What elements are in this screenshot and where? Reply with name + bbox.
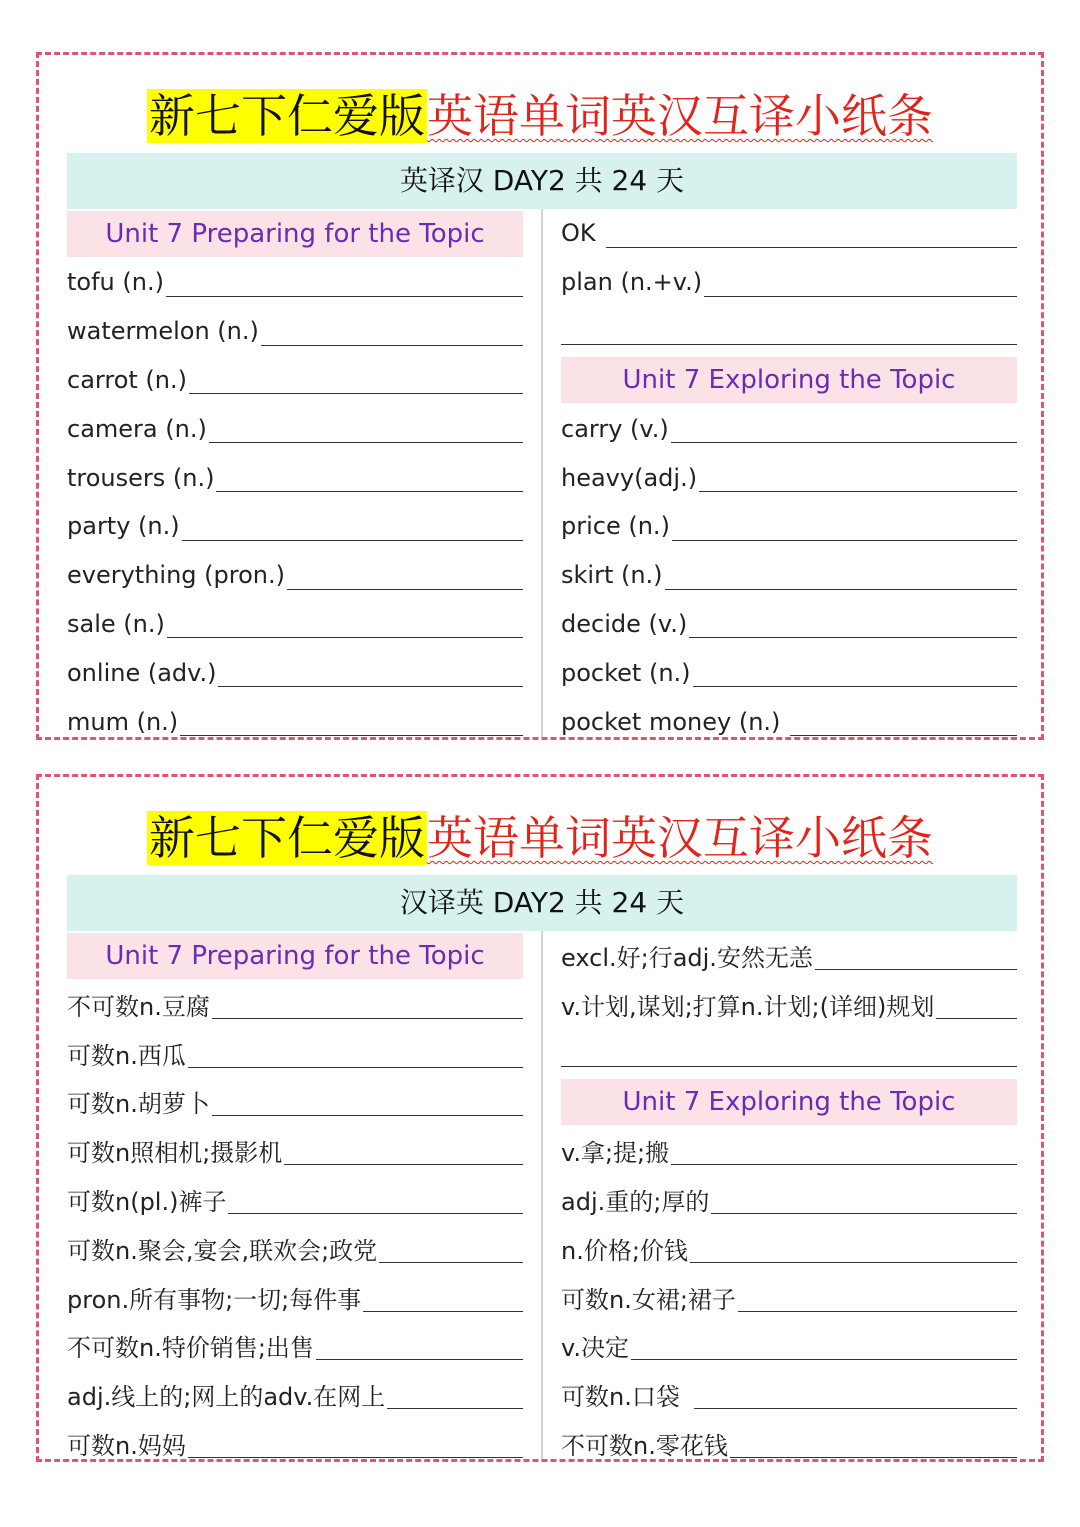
word-label: OK [561, 219, 596, 248]
word-label: v.拿;提;搬 [561, 1139, 670, 1168]
answer-line[interactable] [188, 1457, 523, 1458]
word-label: plan (n.+v.) [561, 268, 703, 297]
answer-line[interactable] [730, 1457, 1017, 1458]
answer-line[interactable] [180, 735, 523, 736]
answer-line[interactable] [216, 491, 523, 492]
word-row [67, 1370, 523, 1419]
word-row [67, 404, 523, 453]
word-label: skirt (n.) [561, 561, 663, 590]
word-row [561, 453, 1017, 502]
answer-line[interactable] [167, 637, 523, 638]
word-label: heavy(adj.) [561, 463, 698, 492]
answer-line[interactable] [182, 540, 523, 541]
word-row [561, 209, 1017, 258]
answer-line[interactable] [363, 1311, 523, 1312]
answer-line[interactable] [790, 735, 1017, 736]
word-row [561, 1419, 1017, 1468]
section-header: Unit 7 Exploring the Topic [561, 1079, 1017, 1125]
answer-line[interactable] [287, 589, 523, 590]
word-row [561, 258, 1017, 307]
answer-line[interactable] [209, 442, 523, 443]
answer-line[interactable] [665, 589, 1017, 590]
word-label: adj.重的;厚的 [561, 1188, 710, 1217]
word-row [67, 551, 523, 600]
word-label: 不可数n.特价销售;出售 [67, 1334, 314, 1363]
word-row [67, 1419, 523, 1468]
answer-line[interactable] [815, 969, 1017, 970]
card-title [39, 803, 1041, 873]
day-subtitle: 汉译英 DAY2 共 24 天 [67, 875, 1017, 931]
word-row [67, 502, 523, 551]
word-row [67, 307, 523, 356]
word-label: decide (v.) [561, 609, 688, 638]
word-row [67, 600, 523, 649]
card-title [39, 81, 1041, 151]
word-row [561, 502, 1017, 551]
word-row [67, 258, 523, 307]
word-row [561, 980, 1017, 1029]
answer-line[interactable] [228, 1213, 523, 1214]
word-row [561, 600, 1017, 649]
word-row [561, 1273, 1017, 1322]
word-row [561, 1029, 1017, 1078]
word-row [67, 356, 523, 405]
answer-line[interactable] [704, 296, 1017, 297]
left-column [67, 209, 523, 746]
word-label: mum (n.) [67, 707, 179, 736]
answer-line[interactable] [631, 1359, 1017, 1360]
right-column [561, 931, 1017, 1468]
word-row [561, 551, 1017, 600]
answer-line[interactable] [261, 345, 523, 346]
word-label: 可数n照相机;摄影机 [67, 1139, 283, 1168]
answer-line[interactable] [212, 1018, 523, 1019]
word-label: 不可数n.零花钱 [561, 1432, 728, 1461]
answer-line[interactable] [166, 296, 523, 297]
word-label: trousers (n.) [67, 463, 215, 492]
word-label: 可数n.妈妈 [67, 1432, 186, 1461]
answer-line[interactable] [379, 1262, 523, 1263]
word-row [561, 1224, 1017, 1273]
word-row [561, 1126, 1017, 1175]
answer-line[interactable] [218, 686, 523, 687]
answer-line[interactable] [561, 1066, 1017, 1067]
word-row [67, 1175, 523, 1224]
word-row [67, 1273, 523, 1322]
answer-line[interactable] [188, 1067, 523, 1068]
word-label: pocket (n.) [561, 658, 691, 687]
answer-line[interactable] [606, 247, 1017, 248]
word-row [561, 1322, 1017, 1371]
section-header: Unit 7 Exploring the Topic [561, 357, 1017, 403]
title-highlight: 新七下仁爱版 [149, 811, 425, 865]
word-label: 可数n.胡萝卜 [67, 1090, 210, 1119]
word-label: 可数n.聚会,宴会,联欢会;政党 [67, 1236, 378, 1265]
column-divider [541, 209, 543, 737]
word-row [561, 697, 1017, 746]
word-label: n.价格;价钱 [561, 1236, 688, 1265]
left-column [67, 931, 523, 1468]
answer-line[interactable] [694, 1408, 1017, 1409]
word-row [561, 931, 1017, 980]
word-label: v.决定 [561, 1334, 629, 1363]
word-row [67, 1078, 523, 1127]
word-label: 可数n.口袋 [561, 1383, 680, 1412]
word-label: online (adv.) [67, 658, 217, 687]
vocab-card-en-to-cn [36, 52, 1044, 740]
word-label: price (n.) [561, 512, 670, 541]
word-label: sale (n.) [67, 609, 165, 638]
word-label: carrot (n.) [67, 365, 187, 394]
answer-line[interactable] [671, 442, 1017, 443]
day-subtitle: 英译汉 DAY2 共 24 天 [67, 153, 1017, 209]
answer-line[interactable] [711, 1213, 1017, 1214]
word-label: pron.所有事物;一切;每件事 [67, 1285, 362, 1314]
word-row [67, 697, 523, 746]
word-row [561, 404, 1017, 453]
word-label: 可数n(pl.)裤子 [67, 1188, 227, 1217]
word-row [561, 1175, 1017, 1224]
word-label: pocket money (n.) [561, 707, 781, 736]
answer-line[interactable] [212, 1115, 523, 1116]
answer-line[interactable] [936, 1018, 1017, 1019]
answer-line[interactable] [690, 1262, 1017, 1263]
answer-line[interactable] [671, 1164, 1017, 1165]
answer-line[interactable] [699, 491, 1017, 492]
word-label: party (n.) [67, 512, 180, 541]
word-label: 可数n.西瓜 [67, 1041, 186, 1070]
word-row [67, 648, 523, 697]
answer-line[interactable] [284, 1164, 523, 1165]
word-row [561, 648, 1017, 697]
answer-line[interactable] [387, 1408, 523, 1409]
word-row [67, 1029, 523, 1078]
vocab-card-cn-to-en [36, 774, 1044, 1462]
answer-line[interactable] [189, 393, 523, 394]
answer-line[interactable] [738, 1311, 1017, 1312]
word-row [67, 1126, 523, 1175]
answer-line[interactable] [672, 540, 1017, 541]
title-highlight: 新七下仁爱版 [149, 89, 425, 143]
title-main: 英语单词英汉互译小纸条 [427, 89, 933, 143]
word-label: adj.线上的;网上的adv.在网上 [67, 1383, 386, 1412]
word-label: carry (v.) [561, 414, 669, 443]
word-label: watermelon (n.) [67, 317, 259, 346]
word-label: tofu (n.) [67, 268, 164, 297]
answer-line[interactable] [693, 686, 1017, 687]
title-main: 英语单词英汉互译小纸条 [427, 811, 933, 865]
word-row [561, 307, 1017, 356]
word-label: 可数n.女裙;裙子 [561, 1285, 736, 1314]
answer-line[interactable] [316, 1359, 523, 1360]
word-row [67, 980, 523, 1029]
answer-line[interactable] [561, 344, 1017, 345]
word-label: v.计划,谋划;打算n.计划;(详细)规划 [561, 992, 935, 1021]
word-label: everything (pron.) [67, 561, 285, 590]
word-row [561, 1370, 1017, 1419]
word-label: excl.好;行adj.安然无恙 [561, 943, 813, 972]
right-column [561, 209, 1017, 746]
answer-line[interactable] [689, 637, 1017, 638]
column-divider [541, 931, 543, 1459]
word-row [67, 453, 523, 502]
section-header: Unit 7 Preparing for the Topic [67, 211, 523, 257]
word-label: 不可数n.豆腐 [67, 992, 210, 1021]
word-label: camera (n.) [67, 414, 207, 443]
word-row [67, 1322, 523, 1371]
word-row [67, 1224, 523, 1273]
section-header: Unit 7 Preparing for the Topic [67, 933, 523, 979]
